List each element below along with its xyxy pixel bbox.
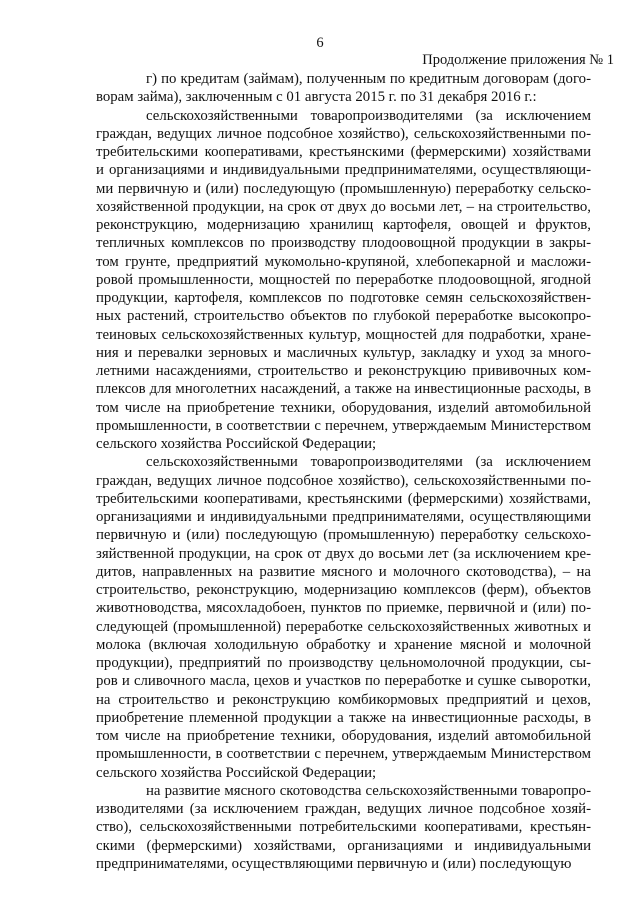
page-number: 6 (316, 35, 324, 51)
paragraph-crop-processing-loans: сельскохозяйственными товаропроизводителями (за исключением граждан, ведущих личное подсобное хозяйство), сельскохозяйственными потребительскими кооперативами, крестьянскими (фермерскими) хозяйствами и организациями и индивидуальными предпринимателями, осуществляющими первичную и (или) последующую (промышленную) переработку сельскохозяйственной продукции, на срок от двух до восьми лет, – на строительство, реконструкцию, модернизацию хранилищ картофеля, овощей и фруктов, тепличных комплексов по производству плодоовощной продукции в закрытом грунте, предприятий мукомольно-крупяной, хлебопекарной и масложировой промышленности, мощностей по переработке плодоовощной, ягодной продукции, картофеля, комплексов по подготовке семян сельскохозяйственных растений, строительство объектов по глубокой переработке высокопротеиновых сельскохозяйственных культур, мощностей для подработки, хранения и перевалки зерновых и масличных культур, закладку и уход за многолетними насаждениями, строительство и реконструкцию прививочных комплексов для многолетних насаждений, а также на инвестиционные расходы, в том числе на приобретение техники, оборудования, изделий автомобильной промышленности, в соответствии с перечнем, утверждаемым Министерством сельского хозяйства Российской Федерации; (96, 107, 591, 452)
paragraph-loans-intro: г) по кредитам (займам), полученным по кредитным договорам (договорам займа), заключенным с 01 августа 2015 г. по 31 декабря 2016 г.: (96, 71, 591, 106)
paragraph-meat-cattle-loans: на развитие мясного скотоводства сельскохозяйственными товаропроизводителями (за исключением граждан, ведущих личное подсобное хозяйство), сельскохозяйственными потребительскими кооперативами, крестьянскими (фермерскими) хозяйствами, организациями и индивидуальными предпринимателями, осуществляющими первичную и (или) последующую (96, 782, 591, 872)
paragraph-livestock-processing-loans: сельскохозяйственными товаропроизводителями (за исключением граждан, ведущих личное подсобное хозяйство), сельскохозяйственными потребительскими кооперативами, крестьянскими (фермерскими) хозяйствами, организациями и индивидуальными предпринимателями, осуществляющими первичную и (или) последующую (промышленную) переработку сельскохозяйственной продукции, на срок от двух до восьми лет (за исключением кредитов, направленных на развитие мясного и молочного скотоводства), – на строительство, реконструкцию, модернизацию комплексов (ферм), объектов животноводства, мясохладобоен, пунктов по приемке, первичной и (или) последующей (промышленной) переработке сельскохозяйственных животных и молока (включая холодильную обработку и хранение мясной и молочной продукции), предприятий по производству цельномолочной продукции, сыров и сливочного масла, цехов и участков по переработке и сушке сыворотки, на строительство и реконструкцию комбикормовых предприятий и цехов, приобретение племенной продукции а также на инвестиционные расходы, в том числе на приобретение техники, оборудования, изделий автомобильной промышленности, в соответствии с перечнем, утверждаемым Министерством сельского хозяйства Российской Федерации; (96, 454, 591, 781)
appendix-continuation-label: Продолжение приложения № 1 (422, 52, 614, 68)
document-body (96, 70, 591, 873)
